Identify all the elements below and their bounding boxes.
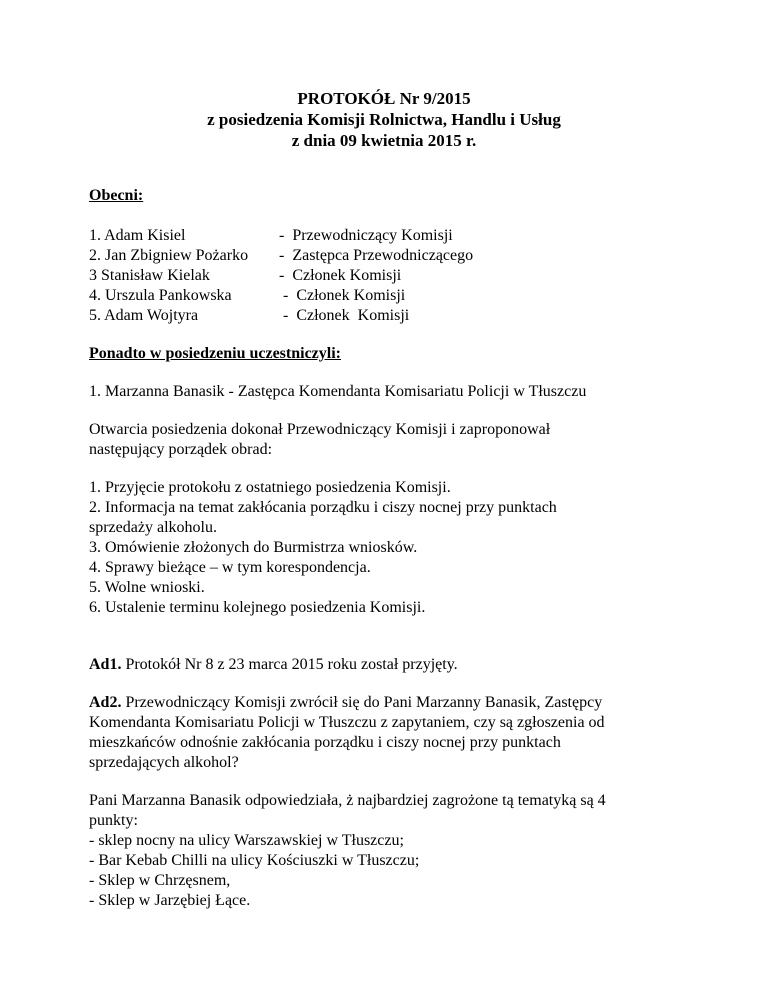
member-name: 3 Stanisław Kielak xyxy=(89,267,210,284)
member-name: 5. Adam Wojtyra xyxy=(89,307,199,324)
member-role: - Przewodniczący Komisji xyxy=(279,227,453,244)
opening-line-1: Otwarcia posiedzenia dokonał Przewodniczący Komisji i zaproponował xyxy=(89,421,551,438)
answer-line-1: Pani Marzanna Banasik odpowiedziała, ż najbardziej zagrożone tą tematyką są 4 xyxy=(89,792,606,809)
member-row xyxy=(89,266,689,286)
agenda-list xyxy=(89,478,689,618)
member-row xyxy=(89,246,689,266)
present-heading: Obecni: xyxy=(89,187,144,204)
title-line-2: z posiedzenia Komisji Rolnictwa, Handlu i Usług xyxy=(207,110,561,129)
answer-line-2: punkty: xyxy=(89,812,138,829)
ad1-text: Protokół Nr 8 z 23 marca 2015 roku został przyjęty. xyxy=(121,656,458,673)
title-line-3: z dnia 09 kwietnia 2015 r. xyxy=(291,131,477,150)
ad2-line-2: Komendanta Komisariatu Policji w Tłuszczu z zapytaniem, czy są zgłoszenia od xyxy=(89,714,605,731)
agenda-item: 6. Ustalenie terminu kolejnego posiedzenia Komisji. xyxy=(89,599,426,616)
answer-point: - Sklep w Jarzębiej Łące. xyxy=(89,892,251,909)
member-row xyxy=(89,286,689,306)
member-name: 1. Adam Kisiel xyxy=(89,227,186,244)
ad1-label: Ad1. xyxy=(89,656,122,673)
agenda-item: 2. Informacja na temat zakłócania porządku i ciszy nocnej przy punktach xyxy=(89,499,557,516)
title-line-1: PROTOKÓŁ Nr 9/2015 xyxy=(297,89,471,108)
member-row xyxy=(89,306,689,326)
member-role: - Członek Komisji xyxy=(279,287,406,304)
member-row xyxy=(89,226,689,246)
agenda-item: 5. Wolne wnioski. xyxy=(89,579,205,596)
opening-line-2: następujący porządek obrad: xyxy=(89,441,273,458)
ad2-label: Ad2. xyxy=(89,694,122,711)
member-role: - Członek Komisji xyxy=(279,267,402,284)
ad2-line-4: sprzedających alkohol? xyxy=(89,754,239,771)
ad2-line-1 xyxy=(89,693,689,713)
document-body xyxy=(89,186,689,911)
answer-point: - sklep nocny na ulicy Warszawskiej w Tłuszczu; xyxy=(89,832,404,849)
participants-heading: Ponadto w posiedzeniu uczestniczyli: xyxy=(89,345,341,362)
agenda-item-continuation: sprzedaży alkoholu. xyxy=(89,519,217,536)
document-title xyxy=(0,88,768,151)
ad1-paragraph xyxy=(89,655,689,675)
member-name: 2. Jan Zbigniew Pożarko xyxy=(89,247,249,264)
agenda-item: 3. Omówienie złożonych do Burmistrza wniosków. xyxy=(89,539,418,556)
member-list xyxy=(89,226,689,326)
member-role: - Członek Komisji xyxy=(279,307,410,324)
agenda-item: 1. Przyjęcie protokołu z ostatniego posiedzenia Komisji. xyxy=(89,479,451,496)
answer-point: - Bar Kebab Chilli na ulicy Kościuszki w Tłuszczu; xyxy=(89,852,420,869)
ad2-line-3: mieszkańców odnośnie zakłócania porządku i ciszy nocnej przy punktach xyxy=(89,734,561,751)
ad2-text: Przewodniczący Komisji zwrócił się do Pani Marzanny Banasik, Zastępcy xyxy=(121,694,603,711)
agenda-item: 4. Sprawy bieżące – w tym korespondencja. xyxy=(89,559,371,576)
member-name: 4. Urszula Pankowska xyxy=(89,287,232,304)
member-role: - Zastępca Przewodniczącego xyxy=(279,247,474,264)
answer-point: - Sklep w Chrzęsnem, xyxy=(89,872,231,889)
participant-item: 1. Marzanna Banasik - Zastępca Komendanta Komisariatu Policji w Tłuszczu xyxy=(89,383,587,400)
